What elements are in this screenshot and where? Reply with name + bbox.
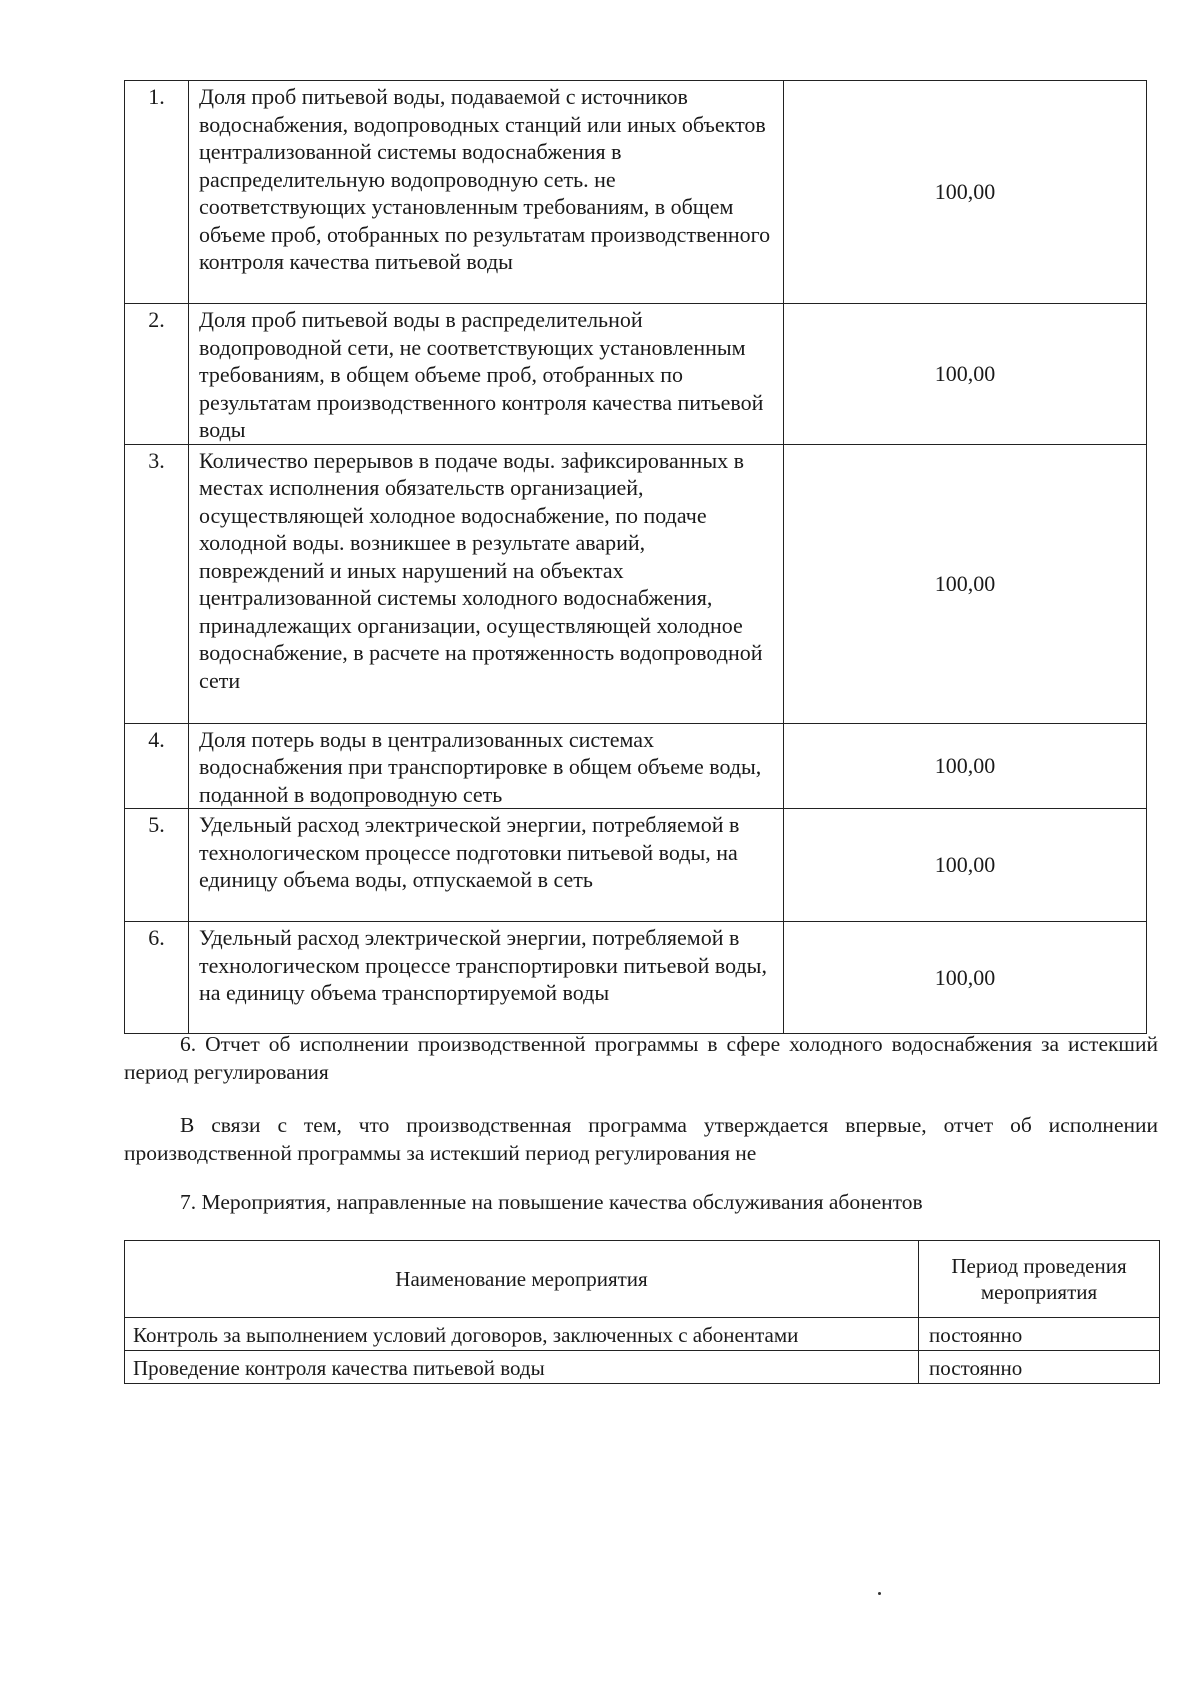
measure-period: постоянно bbox=[919, 1351, 1160, 1384]
indicator-name: Удельный расход электрической энергии, потребляемой в технологическом процессе подготовки питьевой воды, на единицу объема воды, отпускаемой в сеть bbox=[189, 809, 784, 922]
column-header-period: Период проведения мероприятия bbox=[919, 1241, 1160, 1318]
row-number: 5. bbox=[125, 809, 189, 922]
table-row bbox=[125, 304, 1147, 445]
indicator-value: 100,00 bbox=[784, 723, 1147, 809]
section-7-heading-text: 7. Мероприятия, направленные на повышение качества обслуживания абонентов bbox=[180, 1190, 923, 1214]
indicators-table bbox=[124, 80, 1147, 1034]
section-6-heading-text: 6. Отчет об исполнении производственной программы в сфере холодного водоснабжения за истекший период регулирования bbox=[124, 1032, 1158, 1084]
scan-speck bbox=[878, 1592, 881, 1595]
measure-name: Контроль за выполнением условий договоров, заключенных с абонентами bbox=[125, 1318, 919, 1351]
table-row bbox=[125, 723, 1147, 809]
section-7-heading bbox=[124, 1188, 1158, 1216]
row-number: 3. bbox=[125, 444, 189, 723]
measure-name: Проведение контроля качества питьевой воды bbox=[125, 1351, 919, 1384]
column-header-name: Наименование мероприятия bbox=[125, 1241, 919, 1318]
indicator-value: 100,00 bbox=[784, 809, 1147, 922]
measures-table bbox=[124, 1240, 1160, 1384]
row-number: 4. bbox=[125, 723, 189, 809]
table-row bbox=[125, 81, 1147, 304]
indicator-name: Количество перерывов в подаче воды. зафиксированных в местах исполнения обязательств организацией, осуществляющей холодное водоснабжение, по подаче холодной воды. возникшее в результате аварий, повреждений и иных нарушений на объектах централизованной системы холодного водоснабжения, принадлежащих организации, осуществляющей холодное водоснабжение, в расчете на протяженность водопроводной сети bbox=[189, 444, 784, 723]
section-6-paragraph-text: В связи с тем, что производственная программа утверждается впервые, отчет об исполнении производственной программы за истекший период регулирования не bbox=[124, 1113, 1158, 1165]
row-number: 1. bbox=[125, 81, 189, 304]
indicator-value: 100,00 bbox=[784, 444, 1147, 723]
table-row bbox=[125, 444, 1147, 723]
section-6-paragraph bbox=[124, 1111, 1158, 1167]
table-row bbox=[125, 1351, 1160, 1384]
indicator-name: Доля проб питьевой воды в распределительной водопроводной сети, не соответствующих установленным требованиям, в общем объеме проб, отобранных по результатам производственного контроля качества питьевой воды bbox=[189, 304, 784, 445]
indicator-name: Удельный расход электрической энергии, потребляемой в технологическом процессе транспортировки питьевой воды, на единицу объема транспортируемой воды bbox=[189, 922, 784, 1034]
indicator-value: 100,00 bbox=[784, 304, 1147, 445]
table-row bbox=[125, 809, 1147, 922]
indicator-name: Доля проб питьевой воды, подаваемой с источников водоснабжения, водопроводных станций или иных объектов централизованной системы водоснабжения в распределительную водопроводную сеть. не соответствующих установленным требованиям, в общем объеме проб, отобранных по результатам производственного контроля качества питьевой воды bbox=[189, 81, 784, 304]
row-number: 6. bbox=[125, 922, 189, 1034]
table-row bbox=[125, 1318, 1160, 1351]
table-row bbox=[125, 922, 1147, 1034]
measure-period: постоянно bbox=[919, 1318, 1160, 1351]
indicator-value: 100,00 bbox=[784, 922, 1147, 1034]
table-header-row bbox=[125, 1241, 1160, 1318]
row-number: 2. bbox=[125, 304, 189, 445]
section-6-heading bbox=[124, 1030, 1158, 1086]
indicator-value: 100,00 bbox=[784, 81, 1147, 304]
indicator-name: Доля потерь воды в централизованных системах водоснабжения при транспортировке в общем объеме воды, поданной в водопроводную сеть bbox=[189, 723, 784, 809]
